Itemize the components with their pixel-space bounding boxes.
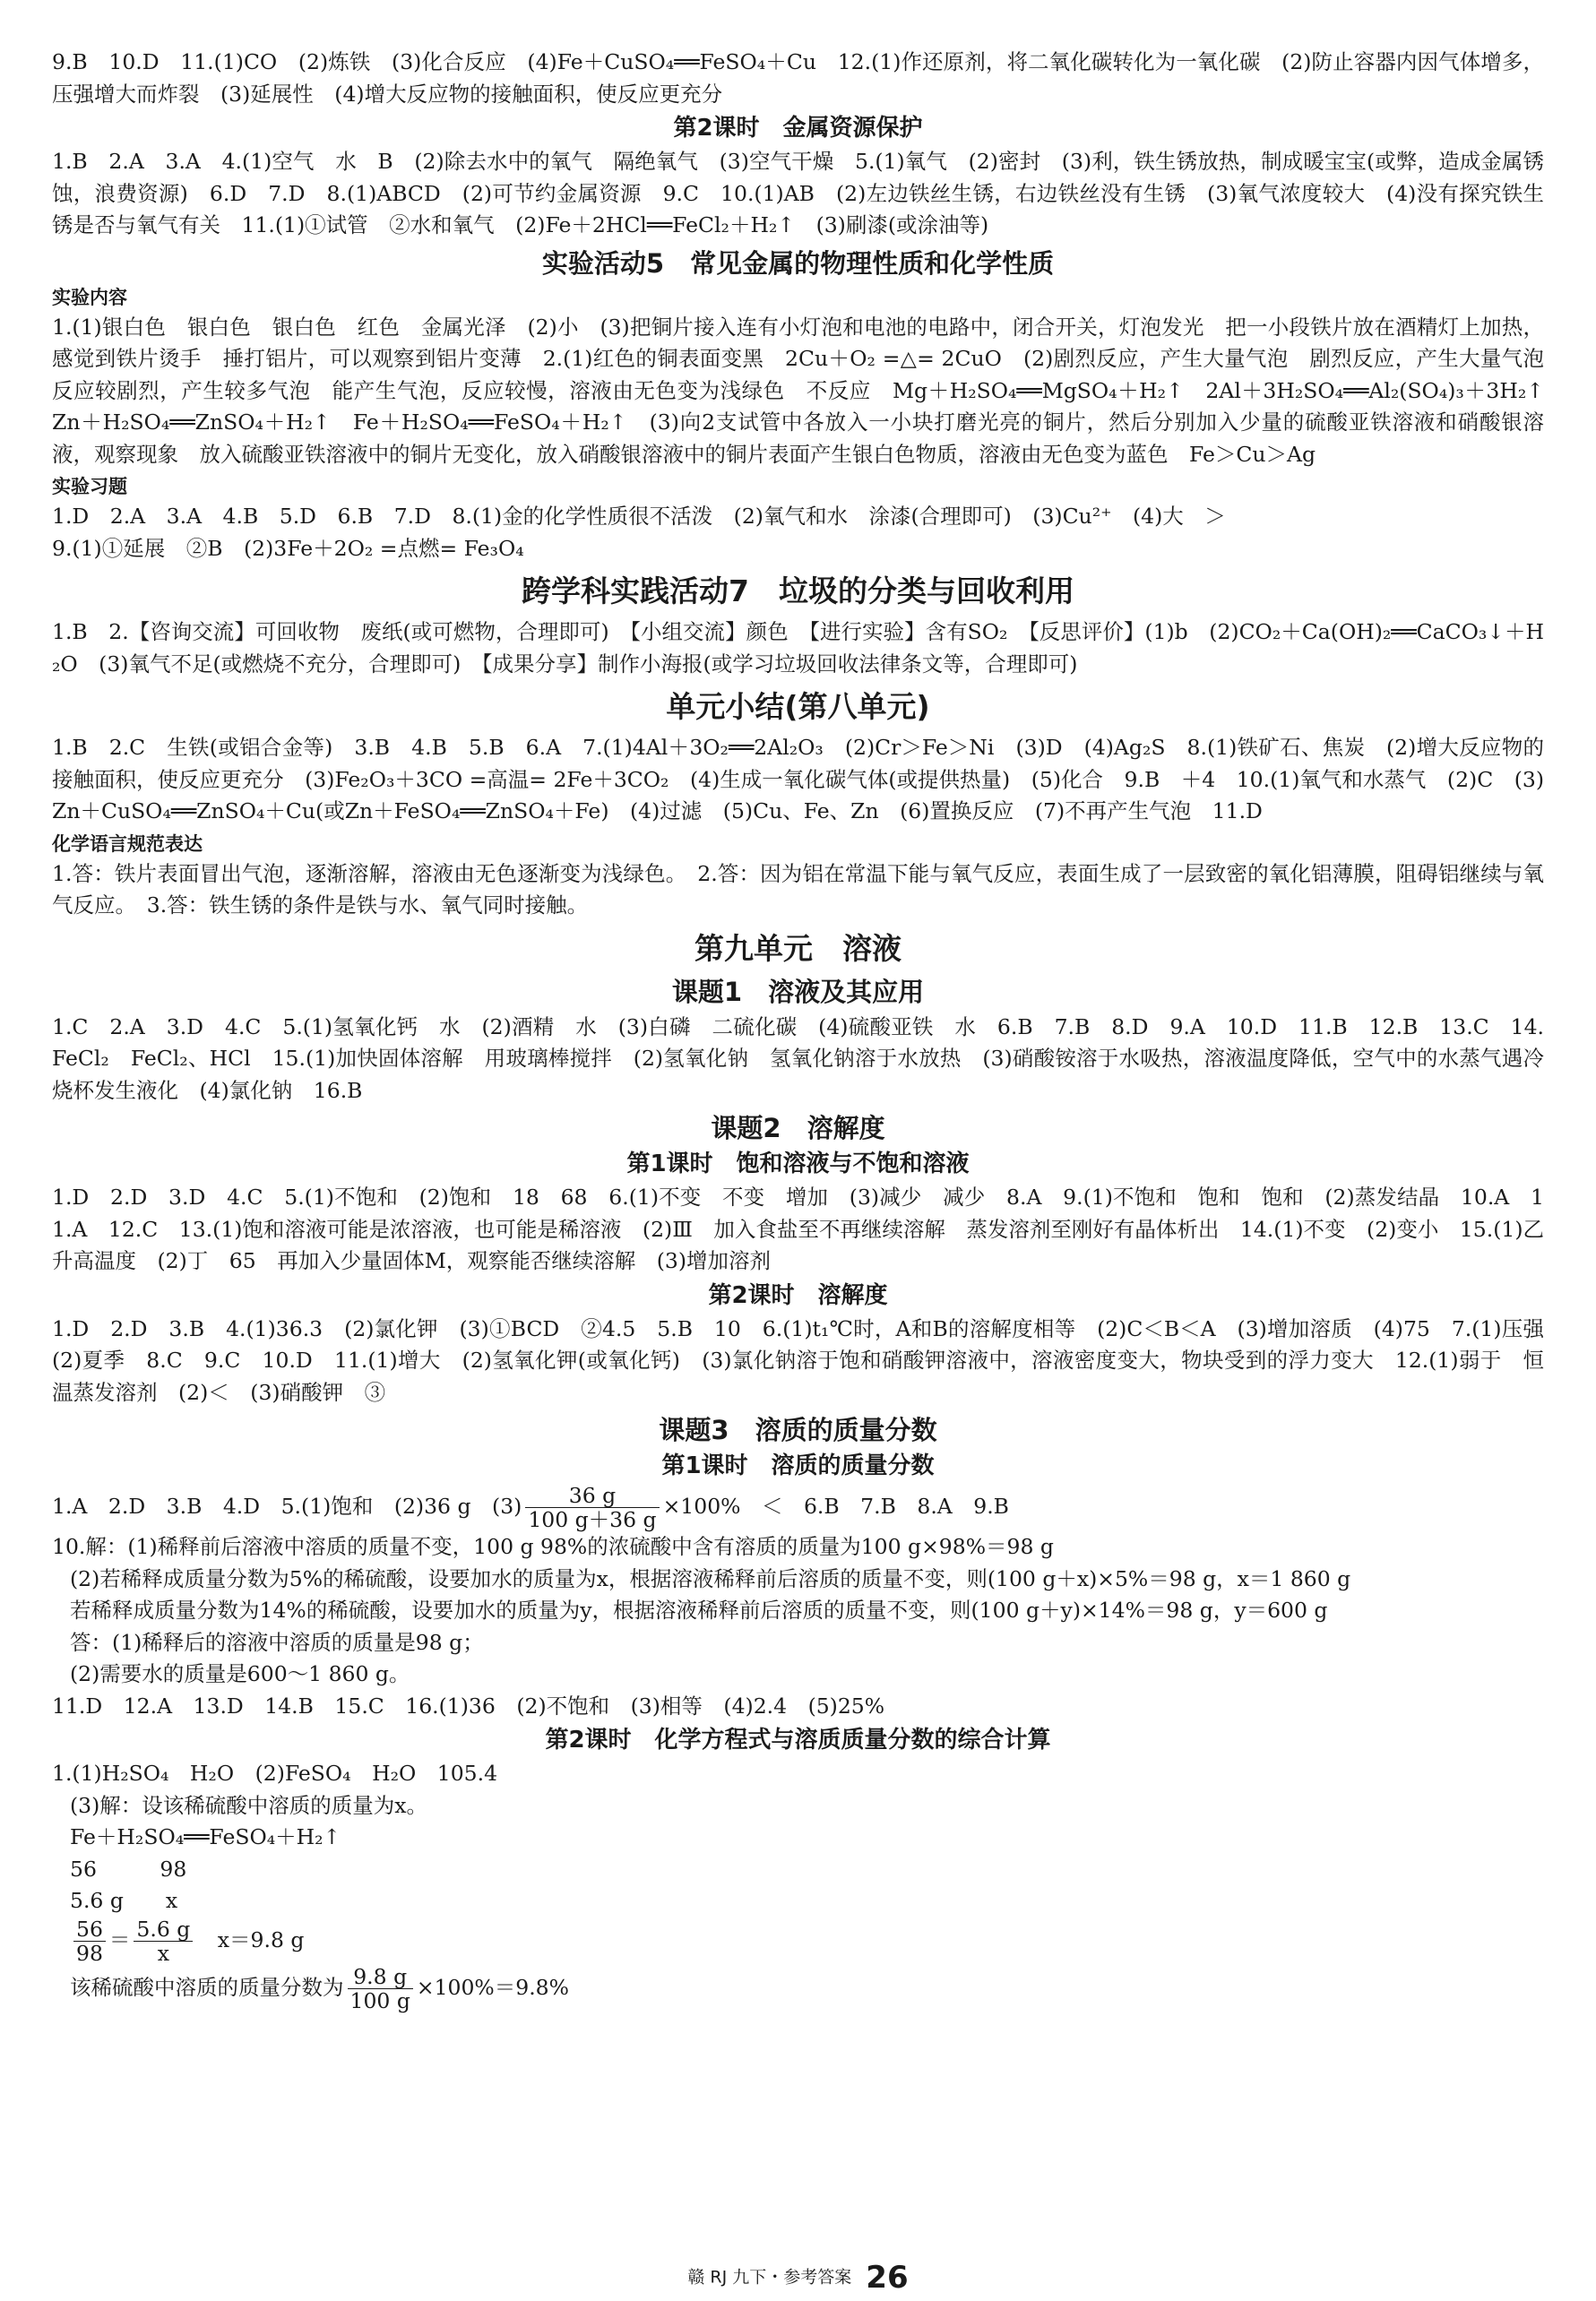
answer-paragraph: 1.D 2.D 3.D 4.C 5.(1)不饱和 (2)饱和 18 68 6.(1)不变 不变 增加 (3)减少 减少 8.A 9.(1)不饱和 饱和 饱和 (2)蒸发结晶 10.A 11.A 12.C 13.(1)饱和溶液可能是浓溶液，也可能是稀溶液 (2)Ⅲ 加入食盐至不再继续溶解 蒸发溶剂至刚好有晶体析出 14.(1)不变 (2)变小 15.(1)乙 升高温度 (2)丁 65 再加入少量固体M，观察能否继续溶解 (3)增加溶剂: [52, 1185, 1566, 1273]
answer-paragraph: 9.(1)①延展 ②B (2)3Fe＋2O₂ =点燃= Fe₃O₄: [52, 535, 524, 561]
answer-page: [52, 47, 1566, 2013]
fraction: [73, 1918, 106, 1965]
solution-line: (3)解：设该稀硫酸中溶质的质量为x。: [70, 1792, 428, 1818]
section-heading: 第2课时 溶解度: [708, 1281, 888, 1309]
section-heading: 课题2 溶解度: [711, 1113, 885, 1143]
text-run: x＝9.8 g: [196, 1926, 305, 1952]
solution-line: (2)若稀释成质量分数为5%的稀硫酸，设要加水的质量为x，根据溶液稀释前后溶质的质量不变，则(100 g＋x)×5%＝98 g，x＝1 860 g: [70, 1565, 1351, 1591]
fraction: [525, 1484, 659, 1531]
fraction: [134, 1918, 193, 1965]
solution-line: Fe＋H₂SO₄══FeSO₄＋H₂↑: [70, 1824, 341, 1849]
answer-paragraph: 1.B 2.A 3.A 4.(1)空气 水 B (2)除去水中的氧气 隔绝氧气 (3)空气干燥 5.(1)氧气 (2)密封 (3)利，铁生锈放热，制成暖宝宝(或弊，造成金属锈蚀，浪费资源) 6.D 7.D 8.(1)ABCD (2)可节约金属资源 9.C 10.(1)AB (2)左边铁丝生锈，右边铁丝没有生锈 (3)氧气浓度较大 (4)没有探究铁生锈是否与氧气有关 11.(1)①试管 ②水和氧气 (2)Fe＋2HCl══FeCl₂＋H₂↑ (3)刷漆(或涂油等): [52, 149, 1544, 237]
solution-line: 答：(1)稀释后的溶液中溶质的质量是98 g；: [70, 1629, 484, 1655]
section-heading: 第1课时 溶质的质量分数: [661, 1452, 935, 1479]
answer-paragraph: 1.D 2.D 3.B 4.(1)36.3 (2)氯化钾 (3)①BCD ②4.5 5.B 10 6.(1)t₁℃时，A和B的溶解度相等 (2)C＜B＜A (3)增加溶质 (4)75 7.(1)压强 (2)夏季 8.C 9.C 10.D 11.(1)增大 (2)氢氧化钾(或氧化钙) (3)氯化钠溶于饱和硝酸钾溶液中，溶液密度变大，物块受到的浮力变大 12.(1)弱于 恒温蒸发溶剂 (2)＜ (3)硝酸钾 ③: [52, 1315, 1566, 1405]
subsection-label: 化学语言规范表达: [52, 832, 203, 855]
subsection-label: 实验内容: [52, 286, 127, 308]
fraction-numerator: 5.6 g: [134, 1918, 193, 1942]
answer-paragraph: 1.答：铁片表面冒出气泡，逐渐溶解，溶液由无色逐渐变为浅绿色。 2.答：因为铝在常温下能与氧气反应，表面生成了一层致密的氧化铝薄膜，阻碍铝继续与氧气反应。 3.答：铁生锈的条件是铁与水、氧气同时接触。: [52, 860, 1544, 918]
text-run: 该稀硫酸中溶质的质量分数为: [70, 1974, 344, 2000]
text-run: ×100%＝9.8%: [416, 1974, 569, 2000]
equals-sign: ＝: [108, 1926, 131, 1952]
fraction-denominator: 98: [76, 1940, 103, 1966]
answer-paragraph: 1.D 2.A 3.A 4.B 5.D 6.B 7.D 8.(1)金的化学性质很不活泼 (2)氧气和水 涂漆(合理即可) (3)Cu²⁺ (4)大 ＞: [52, 504, 1226, 529]
answer-paragraph: [52, 1484, 1544, 1531]
footer-label: 赣 RJ 九下・参考答案: [687, 2267, 852, 2288]
solution-line: (2)需要水的质量是600～1 860 g。: [70, 1661, 410, 1686]
fraction: [348, 1965, 413, 2012]
section-heading: 第九单元 溶液: [694, 930, 902, 966]
solution-line: 56 98: [70, 1856, 187, 1882]
fraction-denominator: 100 g: [349, 1987, 410, 2013]
answer-paragraph: 1.B 2.C 生铁(或铝合金等) 3.B 4.B 5.B 6.A 7.(1)4Al＋3O₂══2Al₂O₃ (2)Cr＞Fe＞Ni (3)D (4)Ag₂S 8.(1)铁矿石、焦炭 (2)增大反应物的接触面积，使反应更充分 (3)Fe₂O₃＋3CO =高温= 2Fe＋3CO₂ (4)生成一氧化碳气体(或提供热量) (5)化合 9.B ＋4 10.(1)氧气和水蒸气 (2)C (3)Zn＋CuSO₄══ZnSO₄＋Cu(或Zn＋FeSO₄══ZnSO₄＋Fe) (4)过滤 (5)Cu、Fe、Zn (6)置换反应 (7)不再产生气泡 11.D: [52, 735, 1544, 823]
text-run: ×100% ＜ 6.B 7.B 8.A 9.B: [662, 1494, 1009, 1519]
section-heading: 跨学科实践活动7 垃圾的分类与回收利用: [522, 573, 1074, 608]
answer-paragraph: 10.解：(1)稀释前后溶液中溶质的质量不变，100 g 98%的浓硫酸中含有溶质的质量为100 g×98%＝98 g: [52, 1534, 1054, 1559]
fraction-numerator: 9.8 g: [348, 1965, 413, 1989]
solution-line: [52, 1918, 1544, 1965]
fraction-denominator: x: [157, 1940, 169, 1966]
answer-paragraph: 11.D 12.A 13.D 14.B 15.C 16.(1)36 (2)不饱和 (3)相等 (4)2.4 (5)25%: [52, 1693, 885, 1719]
answer-paragraph: 1.(1)银白色 银白色 银白色 红色 金属光泽 (2)小 (3)把铜片接入连有小灯泡和电池的电路中，闭合开关，灯泡发光 把一小段铁片放在酒精灯上加热，感觉到铁片烫手 捶打铝片，可以观察到铝片变薄 2.(1)红色的铜表面变黑 2Cu＋O₂ =△= 2CuO (2)剧烈反应，产生大量气泡 剧烈反应，产生大量气泡 反应较剧烈，产生较多气泡 能产生气泡，反应较慢，溶液由无色变为浅绿色 不反应 Mg＋H₂SO₄══MgSO₄＋H₂↑ 2Al＋3H₂SO₄══Al₂(SO₄)₃＋3H₂↑ Zn＋H₂SO₄══ZnSO₄＋H₂↑ Fe＋H₂SO₄══FeSO₄＋H₂↑ (3)向2支试管中各放入一小块打磨光亮的铜片，然后分别加入少量的硫酸亚铁溶液和硝酸银溶液，观察现象 放入硫酸亚铁溶液中的铜片无变化，放入硝酸银溶液中的铜片表面产生银白色物质，溶液由无色变为蓝色 Fe＞Cu＞Ag: [52, 314, 1566, 467]
fraction-numerator: 56: [73, 1918, 106, 1942]
solution-line: 若稀释成质量分数为14%的稀硫酸，设要加水的质量为y，根据溶液稀释前后溶质的质量不变，则(100 g＋y)×14%＝98 g，y＝600 g: [70, 1598, 1328, 1623]
solution-line: [52, 1965, 1544, 2012]
section-heading: 第2课时 化学方程式与溶质质量分数的综合计算: [545, 1727, 1051, 1754]
section-heading: 单元小结(第八单元): [666, 689, 930, 724]
section-heading: 第1课时 饱和溶液与不饱和溶液: [626, 1150, 970, 1177]
fraction-numerator: 36 g: [525, 1484, 659, 1508]
answer-paragraph: 9.B 10.D 11.(1)CO (2)炼铁 (3)化合反应 (4)Fe＋CuSO₄══FeSO₄＋Cu 12.(1)作还原剂，将二氧化碳转化为一氧化碳 (2)防止容器内因气体增多，压强增大而炸裂 (3)延展性 (4)增大反应物的接触面积，使反应更充分: [52, 49, 1544, 107]
answer-paragraph: 1.C 2.A 3.D 4.C 5.(1)氢氧化钙 水 (2)酒精 水 (3)白磷 二硫化碳 (4)硫酸亚铁 水 6.B 7.B 8.D 9.A 10.D 11.B 12.B 13.C 14.FeCl₂ FeCl₂、HCl 15.(1)加快固体溶解 用玻璃棒搅拌 (2)氢氧化钠 氢氧化钠溶于水放热 (3)硝酸铵溶于水吸热，溶液温度降低，空气中的水蒸气遇冷烧杯发生液化 (4)氯化钠 16.B: [52, 1013, 1544, 1103]
solution-line: 5.6 g x: [70, 1888, 178, 1913]
subsection-label: 实验习题: [52, 476, 127, 497]
page-number: 26: [866, 2260, 909, 2296]
section-heading: 课题3 溶质的质量分数: [659, 1415, 937, 1445]
section-heading: 第2课时 金属资源保护: [673, 115, 923, 142]
answer-paragraph: 1.B 2.【咨询交流】可回收物 废纸(或可燃物，合理即可) 【小组交流】颜色 【进行实验】含有SO₂ 【反思评价】(1)b (2)CO₂＋Ca(OH)₂══CaCO₃↓＋H₂O (3)氧气不足(或燃烧不充分，合理即可) 【成果分享】制作小海报(或学习垃圾回收法律条文等，合理即可): [52, 619, 1544, 677]
text-run: 1.A 2.D 3.B 4.D 5.(1)饱和 (2)36 g (3): [52, 1494, 522, 1519]
section-heading: 实验活动5 常见金属的物理性质和化学性质: [541, 247, 1055, 279]
answer-paragraph: 1.(1)H₂SO₄ H₂O (2)FeSO₄ H₂O 105.4: [52, 1761, 498, 1786]
page-footer: [0, 2260, 1596, 2296]
fraction-denominator: 100 g＋36 g: [528, 1507, 657, 1532]
section-heading: 课题1 溶液及其应用: [671, 976, 925, 1007]
